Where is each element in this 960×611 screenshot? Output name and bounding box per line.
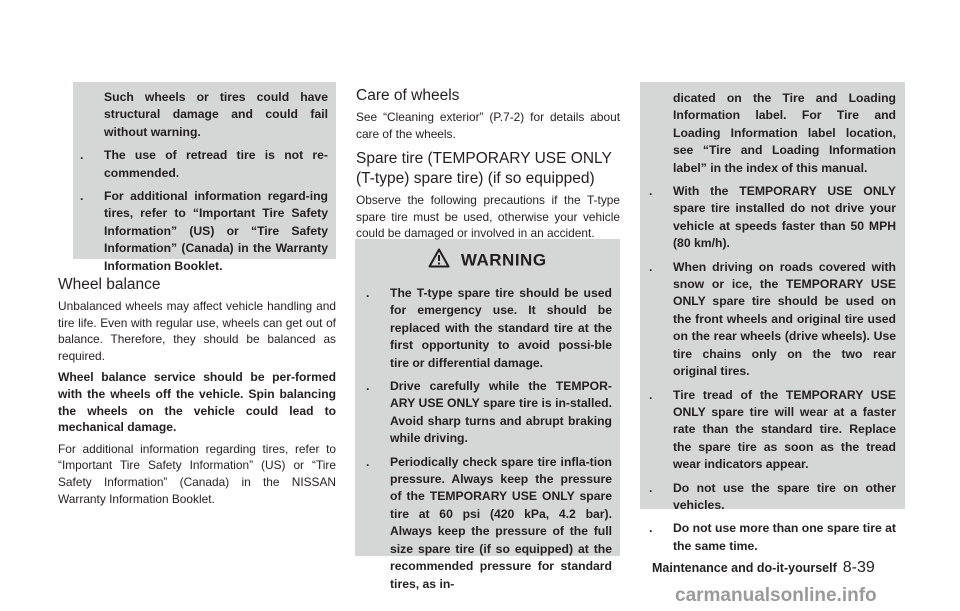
right-box-bullet: . Do not use the spare tire on other vehicles. (649, 480, 896, 512)
care-of-wheels-heading: Care of wheels (356, 87, 460, 104)
footer-section-title: Maintenance and do-it-yourself (652, 561, 837, 575)
warning-label: WARNING (460, 250, 547, 270)
care-of-wheels-paragraph: See “Cleaning exterior” (P.7-2) for details about care of the wheels. (356, 110, 620, 141)
right-box-bullet: . Tire tread of the TEMPORARY USE ONLY spare tire will wear at a faster rate than the standard tire. Replace the spare tire as soon as the tread wear indicators appear. (649, 387, 896, 472)
bullet-dot: . (649, 259, 653, 274)
page-footer (652, 559, 875, 577)
warning-triangle-icon (428, 248, 450, 273)
middle-box-content (366, 285, 612, 599)
right-box-continuation: dicated on the Tire and Loading Information label. For Tire and Loading Information label location, see “Tire and Loading Information label” in the index of this manual. (673, 91, 896, 175)
left-box-lead: Such wheels or tires could have structural damage and could fail without warning. (104, 90, 328, 139)
bullet-dot: . (366, 454, 370, 469)
right-box-bullet: . With the TEMPORARY USE ONLY spare tire installed do not drive your vehicle at speeds faster than 50 MPH (80 km/h). (649, 184, 896, 251)
left-box-content (80, 89, 328, 281)
spare-tire-paragraph: Observe the following precautions if the T-type spare tire must be used, otherwise your vehicle could be damaged or involved in an accident. (356, 193, 620, 241)
wheel-balance-paragraph: Unbalanced wheels may affect vehicle handling and tire life. Even with regular use, wheels can get out of balance. Therefore, they should be balanced as required. (58, 299, 336, 363)
wheel-balance-heading: Wheel balance (58, 276, 161, 293)
bullet-dot: . (80, 189, 84, 204)
left-box-bullet: . For additional information regard-ing tires, refer to “Important Tire Safety Information” (US) or “Tire Safety Information” (Canada) in the Warranty Information Booklet. (80, 189, 328, 273)
left-box-bullet: . The use of retread tire is not re-commended. (80, 148, 328, 180)
bullet-dot: . (649, 184, 653, 199)
warning-header (355, 248, 620, 273)
watermark: carmanualsonline.info (675, 585, 877, 606)
wheel-balance-reference: For additional information regarding tires, refer to “Important Tire Safety Information” (US) or “Tire Safety Information” (Canada) in the NISSAN Warranty Information Booklet. (58, 441, 336, 506)
middle-box-bullet: . Periodically check spare tire infla-tion pressure. Always keep the pressure of the TEMPORARY USE ONLY spare tire at 60 psi (420 kPa, 4.2 bar). Always keep the pressure of the full size spare tire (if so equipped) at the recommended pressure for standard tires, as in- (366, 454, 612, 591)
page-number: 8-39 (842, 559, 875, 576)
bullet-dot: . (649, 480, 653, 495)
care-of-wheels-section (356, 86, 620, 242)
wheel-balance-section (58, 275, 336, 507)
right-box-content (649, 90, 896, 561)
middle-box-bullet: . Drive carefully while the TEMPOR-ARY USE ONLY spare tire is in-stalled. Avoid sharp turns and abrupt braking while driving. (366, 379, 612, 446)
bullet-dot: . (649, 387, 653, 402)
bullet-dot: . (649, 521, 653, 536)
right-box-bullet: . When driving on roads covered with snow or ice, the TEMPORARY USE ONLY spare tire should be used on the front wheels and original tire used on the rear wheels (drive wheels). Use tire chains only on the two rear original tires. (649, 259, 896, 379)
bullet-dot: . (366, 286, 370, 300)
bullet-dot: . (80, 148, 84, 163)
bullet-dot: . (366, 379, 370, 394)
middle-box-bullet: . The T-type spare tire should be used for emergency use. It should be replaced with the standard tire at the first opportunity to avoid possi-ble tire or differential damage. (366, 286, 612, 370)
wheel-balance-caution: Wheel balance service should be per-formed with the wheels off the vehicle. Spin balancing the wheels on the vehicle could lead to mechanical damage. (58, 370, 336, 435)
right-box-bullet: . Do not use more than one spare tire at the same time. (649, 521, 896, 553)
spare-tire-heading: Spare tire (TEMPORARY USE ONLY (T-type) spare tire) (if so equipped) (356, 150, 612, 187)
